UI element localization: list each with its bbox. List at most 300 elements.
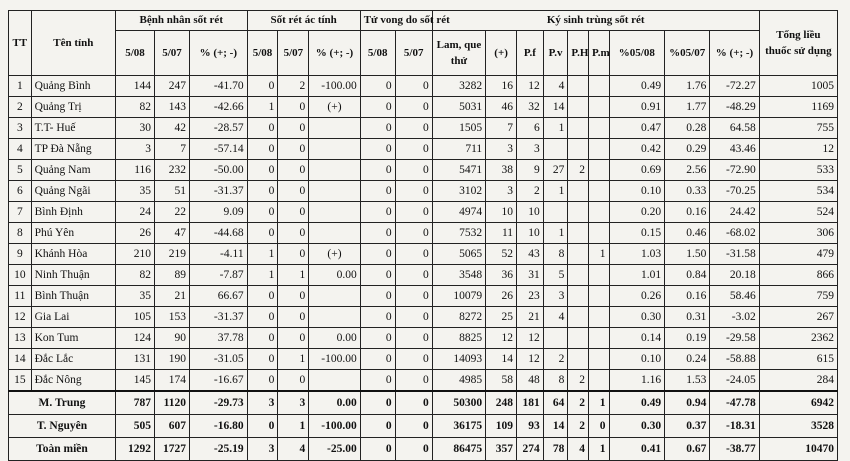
table-cell: 1505 <box>432 118 485 139</box>
total-cell: 0.49 <box>609 391 665 415</box>
table-cell: 0.19 <box>665 328 710 349</box>
total-cell: 1727 <box>155 438 190 461</box>
table-cell: 0 <box>360 139 395 160</box>
table-cell: 0 <box>247 223 278 244</box>
table-cell: 615 <box>759 349 837 370</box>
total-cell: -18.31 <box>710 415 759 438</box>
table-cell: 3 <box>486 181 517 202</box>
table-cell: 4 <box>543 76 568 97</box>
total-cell: 0.00 <box>309 391 360 415</box>
table-cell <box>309 139 360 160</box>
table-cell: 6 <box>517 118 544 139</box>
total-cell: 4 <box>278 438 309 461</box>
table-cell <box>588 118 609 139</box>
table-cell: 0 <box>360 244 395 265</box>
table-cell: -48.29 <box>710 97 759 118</box>
table-cell: 30 <box>115 118 154 139</box>
table-cell: 0.84 <box>665 265 710 286</box>
total-cell: -100.00 <box>309 415 360 438</box>
header-col: %05/08 <box>609 31 665 76</box>
table-cell: 1.03 <box>609 244 665 265</box>
table-cell: 3 <box>486 139 517 160</box>
table-cell: 3282 <box>432 76 485 97</box>
table-cell: 26 <box>115 223 154 244</box>
total-cell: 0.30 <box>609 415 665 438</box>
table-cell: 14 <box>486 349 517 370</box>
total-cell: 6942 <box>759 391 837 415</box>
table-cell: 533 <box>759 160 837 181</box>
table-cell: 0 <box>395 370 432 392</box>
table-cell: 0 <box>360 97 395 118</box>
table-cell: 1 <box>543 223 568 244</box>
table-cell: 3548 <box>432 265 485 286</box>
table-cell: 7 <box>9 202 32 223</box>
table-cell: 3 <box>115 139 154 160</box>
header-col: 5/08 <box>360 31 395 76</box>
table-cell: 0 <box>360 328 395 349</box>
total-cell: 109 <box>486 415 517 438</box>
table-cell <box>309 223 360 244</box>
table-row <box>9 265 838 286</box>
total-cell: 787 <box>115 391 154 415</box>
table-cell: -68.02 <box>710 223 759 244</box>
table-cell: 1005 <box>759 76 837 97</box>
table-row <box>9 328 838 349</box>
table-cell <box>309 286 360 307</box>
total-cell: 86475 <box>432 438 485 461</box>
total-cell: 0 <box>395 415 432 438</box>
table-cell: 0.91 <box>609 97 665 118</box>
total-cell: -16.80 <box>189 415 247 438</box>
table-cell: 6 <box>9 181 32 202</box>
table-row <box>9 349 838 370</box>
table-cell <box>588 328 609 349</box>
total-cell: 0.67 <box>665 438 710 461</box>
table-row <box>9 181 838 202</box>
table-row <box>9 223 838 244</box>
table-cell <box>309 118 360 139</box>
table-cell: 0.20 <box>609 202 665 223</box>
table-cell: 82 <box>115 265 154 286</box>
table-cell: 0 <box>395 118 432 139</box>
table-cell: 4 <box>543 307 568 328</box>
total-cell: 2 <box>568 391 589 415</box>
header-tt: TT <box>9 11 32 76</box>
table-cell: 0 <box>247 160 278 181</box>
table-cell: 145 <box>115 370 154 392</box>
table-cell <box>588 349 609 370</box>
table-row <box>9 76 838 97</box>
table-cell <box>568 349 589 370</box>
table-cell: 190 <box>155 349 190 370</box>
table-cell: 14 <box>9 349 32 370</box>
table-cell: 0 <box>395 265 432 286</box>
table-cell: 0.14 <box>609 328 665 349</box>
total-cell: -25.00 <box>309 438 360 461</box>
table-cell: 0 <box>360 349 395 370</box>
table-cell: 11 <box>9 286 32 307</box>
table-cell: 247 <box>155 76 190 97</box>
table-cell: 12 <box>759 139 837 160</box>
table-cell: 0.00 <box>309 265 360 286</box>
table-cell: 131 <box>115 349 154 370</box>
table-cell: 0.10 <box>609 349 665 370</box>
table-cell: 16 <box>486 76 517 97</box>
table-cell: -70.25 <box>710 181 759 202</box>
table-cell: 4985 <box>432 370 485 392</box>
header-col: 5/08 <box>115 31 154 76</box>
table-cell: 0.31 <box>665 307 710 328</box>
table-cell: 12 <box>517 328 544 349</box>
table-cell: 0.00 <box>309 328 360 349</box>
table-cell: 711 <box>432 139 485 160</box>
total-cell: 14 <box>543 415 568 438</box>
table-cell: 144 <box>115 76 154 97</box>
table-cell: 1.50 <box>665 244 710 265</box>
table-cell: -3.02 <box>710 307 759 328</box>
table-cell: 9.09 <box>189 202 247 223</box>
table-cell: 20.18 <box>710 265 759 286</box>
table-cell: T.T- Huế <box>31 118 115 139</box>
table-cell: Khánh Hòa <box>31 244 115 265</box>
total-cell: 3 <box>247 438 278 461</box>
table-cell: -24.05 <box>710 370 759 392</box>
total-cell: T. Nguyên <box>9 415 116 438</box>
table-cell: Quảng Nam <box>31 160 115 181</box>
table-cell: 2 <box>278 76 309 97</box>
header-col: %05/07 <box>665 31 710 76</box>
table-cell: Bình Định <box>31 202 115 223</box>
table-cell <box>588 181 609 202</box>
total-cell: Toàn miền <box>9 438 116 461</box>
table-cell: 1 <box>278 349 309 370</box>
table-cell: 2362 <box>759 328 837 349</box>
table-cell: 52 <box>486 244 517 265</box>
table-cell: 0 <box>395 181 432 202</box>
table-cell: 0 <box>247 181 278 202</box>
table-cell: 9 <box>9 244 32 265</box>
total-cell: 0 <box>395 391 432 415</box>
table-cell: 12 <box>517 349 544 370</box>
total-cell: 0 <box>588 415 609 438</box>
table-cell <box>588 223 609 244</box>
table-cell: 1.53 <box>665 370 710 392</box>
table-cell: 26 <box>486 286 517 307</box>
total-cell: 2 <box>568 415 589 438</box>
table-cell: 22 <box>155 202 190 223</box>
table-cell: 0 <box>395 328 432 349</box>
table-cell: 43.46 <box>710 139 759 160</box>
table-cell: 0 <box>360 265 395 286</box>
table-cell: 0 <box>395 223 432 244</box>
table-cell <box>588 265 609 286</box>
table-cell: 8 <box>543 370 568 392</box>
table-cell: 2 <box>543 349 568 370</box>
table-cell <box>588 76 609 97</box>
table-cell: 12 <box>517 76 544 97</box>
table-cell: 58.46 <box>710 286 759 307</box>
table-cell: 58 <box>486 370 517 392</box>
header-col: 5/07 <box>395 31 432 76</box>
total-cell: 181 <box>517 391 544 415</box>
table-cell: 10079 <box>432 286 485 307</box>
table-cell: -31.05 <box>189 349 247 370</box>
table-cell: Quảng Trị <box>31 97 115 118</box>
table-cell: 0 <box>278 97 309 118</box>
table-cell: 48 <box>517 370 544 392</box>
table-cell: 35 <box>115 181 154 202</box>
table-cell: 0.26 <box>609 286 665 307</box>
table-cell <box>568 265 589 286</box>
total-cell: 1 <box>588 438 609 461</box>
table-cell: -16.67 <box>189 370 247 392</box>
table-cell: 43 <box>517 244 544 265</box>
table-cell: 2.56 <box>665 160 710 181</box>
table-cell: 1 <box>543 181 568 202</box>
table-cell: 5471 <box>432 160 485 181</box>
table-cell: 0 <box>247 307 278 328</box>
table-cell: 210 <box>115 244 154 265</box>
total-cell: 3 <box>247 391 278 415</box>
header-parasites: Ký sinh trùng sốt rét <box>432 11 759 31</box>
table-cell: 1 <box>543 118 568 139</box>
table-cell <box>568 223 589 244</box>
table-cell: TP Đà Nẵng <box>31 139 115 160</box>
header-col: % (+; -) <box>710 31 759 76</box>
table-cell: 14 <box>543 97 568 118</box>
table-cell: 1 <box>588 244 609 265</box>
total-cell: 0 <box>395 438 432 461</box>
table-cell: 0 <box>395 349 432 370</box>
table-cell: 0 <box>278 139 309 160</box>
header-col: (+) <box>486 31 517 76</box>
table-cell: 232 <box>155 160 190 181</box>
table-cell: 25 <box>486 307 517 328</box>
table-cell: 0.33 <box>665 181 710 202</box>
table-cell <box>588 307 609 328</box>
table-cell: 3 <box>517 139 544 160</box>
table-cell: 2 <box>568 370 589 392</box>
table-cell: -31.58 <box>710 244 759 265</box>
table-cell: 3 <box>543 286 568 307</box>
table-cell <box>588 97 609 118</box>
table-cell: 7 <box>486 118 517 139</box>
table-cell: 47 <box>155 223 190 244</box>
table-cell: -31.37 <box>189 307 247 328</box>
table-row <box>9 139 838 160</box>
table-cell <box>309 370 360 392</box>
table-cell: 0 <box>247 349 278 370</box>
table-cell: 479 <box>759 244 837 265</box>
header-malignant: Sốt rét ác tính <box>247 11 360 31</box>
table-cell: 2 <box>9 97 32 118</box>
table-cell: 534 <box>759 181 837 202</box>
table-cell: 12 <box>9 307 32 328</box>
total-cell: 357 <box>486 438 517 461</box>
total-cell: 93 <box>517 415 544 438</box>
table-cell: 1.76 <box>665 76 710 97</box>
table-cell: 267 <box>759 307 837 328</box>
table-cell: -72.27 <box>710 76 759 97</box>
malaria-report-table <box>8 10 838 461</box>
table-cell: 1 <box>247 265 278 286</box>
table-cell: 10 <box>9 265 32 286</box>
table-cell <box>568 76 589 97</box>
table-row <box>9 370 838 392</box>
table-cell: 36 <box>486 265 517 286</box>
total-cell: 1292 <box>115 438 154 461</box>
table-cell: 11 <box>486 223 517 244</box>
table-cell: 7532 <box>432 223 485 244</box>
table-cell: Quảng Bình <box>31 76 115 97</box>
table-cell <box>568 97 589 118</box>
table-cell: 32 <box>517 97 544 118</box>
table-cell: 105 <box>115 307 154 328</box>
table-cell: 0 <box>247 370 278 392</box>
table-cell: 0 <box>395 160 432 181</box>
table-cell: -44.68 <box>189 223 247 244</box>
table-cell: 0.49 <box>609 76 665 97</box>
table-cell: 37.78 <box>189 328 247 349</box>
table-cell: 0 <box>278 286 309 307</box>
table-cell: 755 <box>759 118 837 139</box>
table-cell: 5 <box>9 160 32 181</box>
table-cell: 0 <box>278 244 309 265</box>
total-row <box>9 391 838 415</box>
table-cell: 1169 <box>759 97 837 118</box>
table-cell <box>588 202 609 223</box>
table-cell: 0 <box>360 202 395 223</box>
total-cell: 64 <box>543 391 568 415</box>
table-cell <box>588 160 609 181</box>
table-cell <box>568 181 589 202</box>
table-cell: 10 <box>517 223 544 244</box>
table-cell: 1 <box>9 76 32 97</box>
header-province: Tên tỉnh <box>31 11 115 76</box>
table-cell: Bình Thuận <box>31 286 115 307</box>
table-cell: 8825 <box>432 328 485 349</box>
table-cell <box>568 118 589 139</box>
total-cell: 0 <box>360 415 395 438</box>
header-col: P.H <box>568 31 589 76</box>
table-cell: 1 <box>278 265 309 286</box>
table-cell <box>588 370 609 392</box>
table-cell <box>588 139 609 160</box>
table-cell: 0 <box>278 160 309 181</box>
total-cell: 0.94 <box>665 391 710 415</box>
table-cell: -50.00 <box>189 160 247 181</box>
table-cell: -7.87 <box>189 265 247 286</box>
total-row <box>9 415 838 438</box>
table-cell: 1 <box>247 244 278 265</box>
table-cell <box>309 181 360 202</box>
table-row <box>9 244 838 265</box>
table-cell: 0 <box>278 328 309 349</box>
table-cell: 42 <box>155 118 190 139</box>
table-cell: 1.77 <box>665 97 710 118</box>
table-cell: 89 <box>155 265 190 286</box>
table-cell: Ninh Thuận <box>31 265 115 286</box>
table-cell: -58.88 <box>710 349 759 370</box>
total-cell: -25.19 <box>189 438 247 461</box>
table-cell: 0 <box>360 76 395 97</box>
table-cell <box>309 307 360 328</box>
total-cell: 50300 <box>432 391 485 415</box>
table-cell: 7 <box>155 139 190 160</box>
table-cell: 5 <box>543 265 568 286</box>
table-cell: 1.16 <box>609 370 665 392</box>
header-col: P.f <box>517 31 544 76</box>
table-cell <box>309 160 360 181</box>
total-row <box>9 438 838 461</box>
table-cell: 9 <box>517 160 544 181</box>
total-cell: 274 <box>517 438 544 461</box>
total-cell: 3 <box>278 391 309 415</box>
table-cell: Đắc Lắc <box>31 349 115 370</box>
table-cell: 24.42 <box>710 202 759 223</box>
table-row <box>9 97 838 118</box>
table-cell: -29.58 <box>710 328 759 349</box>
table-cell: 35 <box>115 286 154 307</box>
table-cell: 306 <box>759 223 837 244</box>
table-cell <box>543 139 568 160</box>
table-cell: (+) <box>309 244 360 265</box>
table-cell: 866 <box>759 265 837 286</box>
total-cell: 1 <box>278 415 309 438</box>
table-cell: 1.01 <box>609 265 665 286</box>
table-cell: 0.16 <box>665 286 710 307</box>
table-cell: -100.00 <box>309 349 360 370</box>
total-cell: 0.37 <box>665 415 710 438</box>
table-cell: 0.16 <box>665 202 710 223</box>
total-cell: 248 <box>486 391 517 415</box>
table-row <box>9 160 838 181</box>
table-cell: 21 <box>155 286 190 307</box>
header-col: 5/07 <box>155 31 190 76</box>
header-col: 5/07 <box>278 31 309 76</box>
table-cell: 21 <box>517 307 544 328</box>
table-cell: 15 <box>9 370 32 392</box>
table-cell: Gia Lai <box>31 307 115 328</box>
table-cell: 0 <box>247 118 278 139</box>
table-cell: 0 <box>395 307 432 328</box>
table-cell: 66.67 <box>189 286 247 307</box>
table-cell: 8272 <box>432 307 485 328</box>
table-cell: 27 <box>543 160 568 181</box>
header-col: 5/08 <box>247 31 278 76</box>
table-cell: 90 <box>155 328 190 349</box>
table-cell: 0 <box>247 139 278 160</box>
header-col: % (+; -) <box>189 31 247 76</box>
table-cell: 219 <box>155 244 190 265</box>
table-cell: 0 <box>247 328 278 349</box>
table-cell: -72.90 <box>710 160 759 181</box>
table-cell: 0 <box>360 181 395 202</box>
header-deaths: Tử vong do sốt rét <box>360 11 432 31</box>
table-row <box>9 286 838 307</box>
table-body <box>9 76 838 461</box>
table-cell: 13 <box>9 328 32 349</box>
table-cell: 2 <box>517 181 544 202</box>
table-cell: 12 <box>486 328 517 349</box>
total-cell: 4 <box>568 438 589 461</box>
table-cell: 0 <box>395 202 432 223</box>
table-cell: 143 <box>155 97 190 118</box>
table-cell: 10 <box>486 202 517 223</box>
table-cell: 38 <box>486 160 517 181</box>
total-cell: 0 <box>360 391 395 415</box>
table-cell: 0.10 <box>609 181 665 202</box>
